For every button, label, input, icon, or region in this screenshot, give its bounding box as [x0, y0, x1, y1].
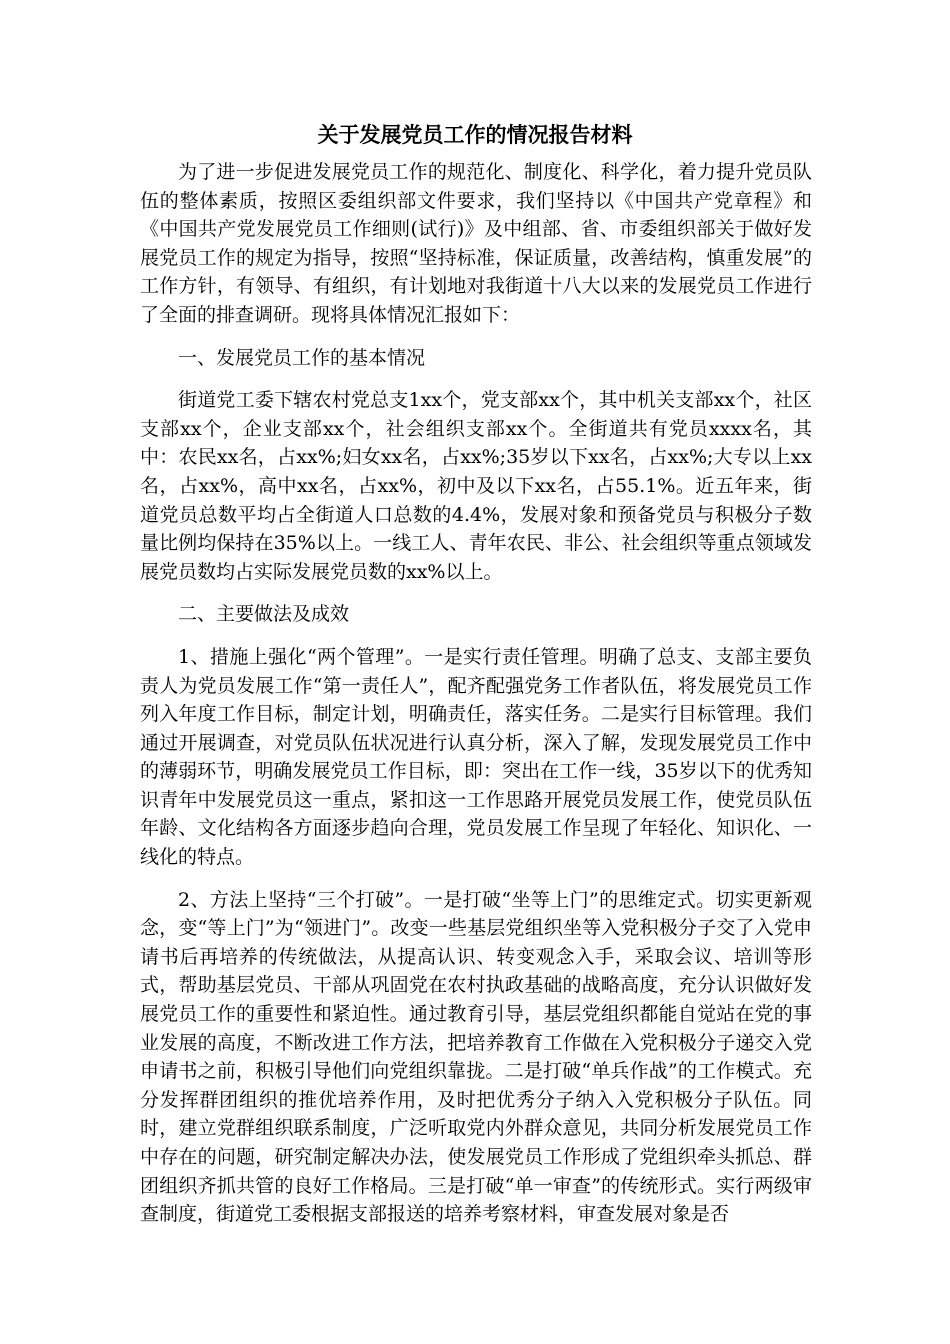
document-title: 关于发展党员工作的情况报告材料 [317, 122, 633, 147]
practice-paragraph-1: 1、措施上强化“两个管理”。一是实行责任管理。明确了总支、支部主要负责人为党员发展工作“第一责任人”，配齐配强党务工作者队伍，将发展党员工作列入年度工作目标，制定计划，明确责任，落实任务。二是实行目标管理。我们通过开展调查，对党员队伍状况进行认真分析，深入了解，发现发展党员工作中的薄弱环节，明确发展党员工作目标，即：突出在工作一线，35岁以下的优秀知识青年中发展党员这一重点，紧扣这一工作思路开展党员发展工作，使党员队伍年龄、文化结构各方面逐步趋向合理，党员发展工作呈现了年轻化、知识化、一线化的特点。 [140, 645, 812, 869]
section-heading-basic-situation: 一、发展党员工作的基本情况 [178, 346, 426, 369]
document-body [140, 158, 812, 1229]
practice-paragraph-2: 2、方法上坚持“三个打破”。一是打破“坐等上门”的思维定式。切实更新观念，变“等上门”为“领进门”。改变一些基层党组织坐等入党积极分子交了入党申请书后再培养的传统做法，从提高认识、转变观念入手，采取会议、培训等形式，帮助基层党员、干部从巩固党在农村执政基础的战略高度，充分认识做好发展党员工作的重要性和紧迫性。通过教育引导，基层党组织都能自觉站在党的事业发展的高度，不断改进工作方法，把培养教育工作做在入党积极分子递交入党申请书之前，积极引导他们向党组织靠拢。二是打破“单兵作战”的工作模式。充分发挥群团组织的推优培养作用，及时把优秀分子纳入入党积极分子队伍。同时，建立党群组织联系制度，广泛听取党内外群众意见，共同分析发展党员工作中存在的问题，研究制定解决办法，使发展党员工作形成了党组织牵头抓总、群团组织齐抓共管的良好工作格局。三是打破“单一审查”的传统形式。实行两级审查制度，街道党工委根据支部报送的培养考察材料，审查发展对象是否 [140, 888, 812, 1226]
intro-paragraph: 为了进一步促进发展党员工作的规范化、制度化、科学化，着力提升党员队伍的整体素质，按照区委组织部文件要求，我们坚持以《中国共产党章程》和《中国共产党发展党员工作细则(试行)》及中组部、省、市委组织部关于做好发展党员工作的规定为指导，按照“坚持标准，保证质量，改善结构，慎重发展”的工作方针，有领导、有组织，有计划地对我街道十八大以来的发展党员工作进行了全面的排查调研。现将具体情况汇报如下： [140, 161, 812, 326]
basic-situation-paragraph: 街道党工委下辖农村党总支1xx个，党支部xx个，其中机关支部xx个，社区支部xx个，企业支部xx个，社会组织支部xx个。全街道共有党员xxxx名，其中：农民xx名，占xx%;妇女xx名，占xx%;35岁以下xx名，占xx%;大专以上xx名，占xx%，高中xx名，占xx%，初中及以下xx名，占55.1%。近五年来，街道党员总数平均占全街道人口总数的4.4%，发展对象和预备党员与积极分子数量比例均保持在35%以上。一线工人、青年农民、非公、社会组织等重点领域发展党员数均占实际发展党员数的xx%以上。 [140, 389, 812, 583]
section-heading-main-practices: 二、主要做法及成效 [178, 603, 350, 626]
